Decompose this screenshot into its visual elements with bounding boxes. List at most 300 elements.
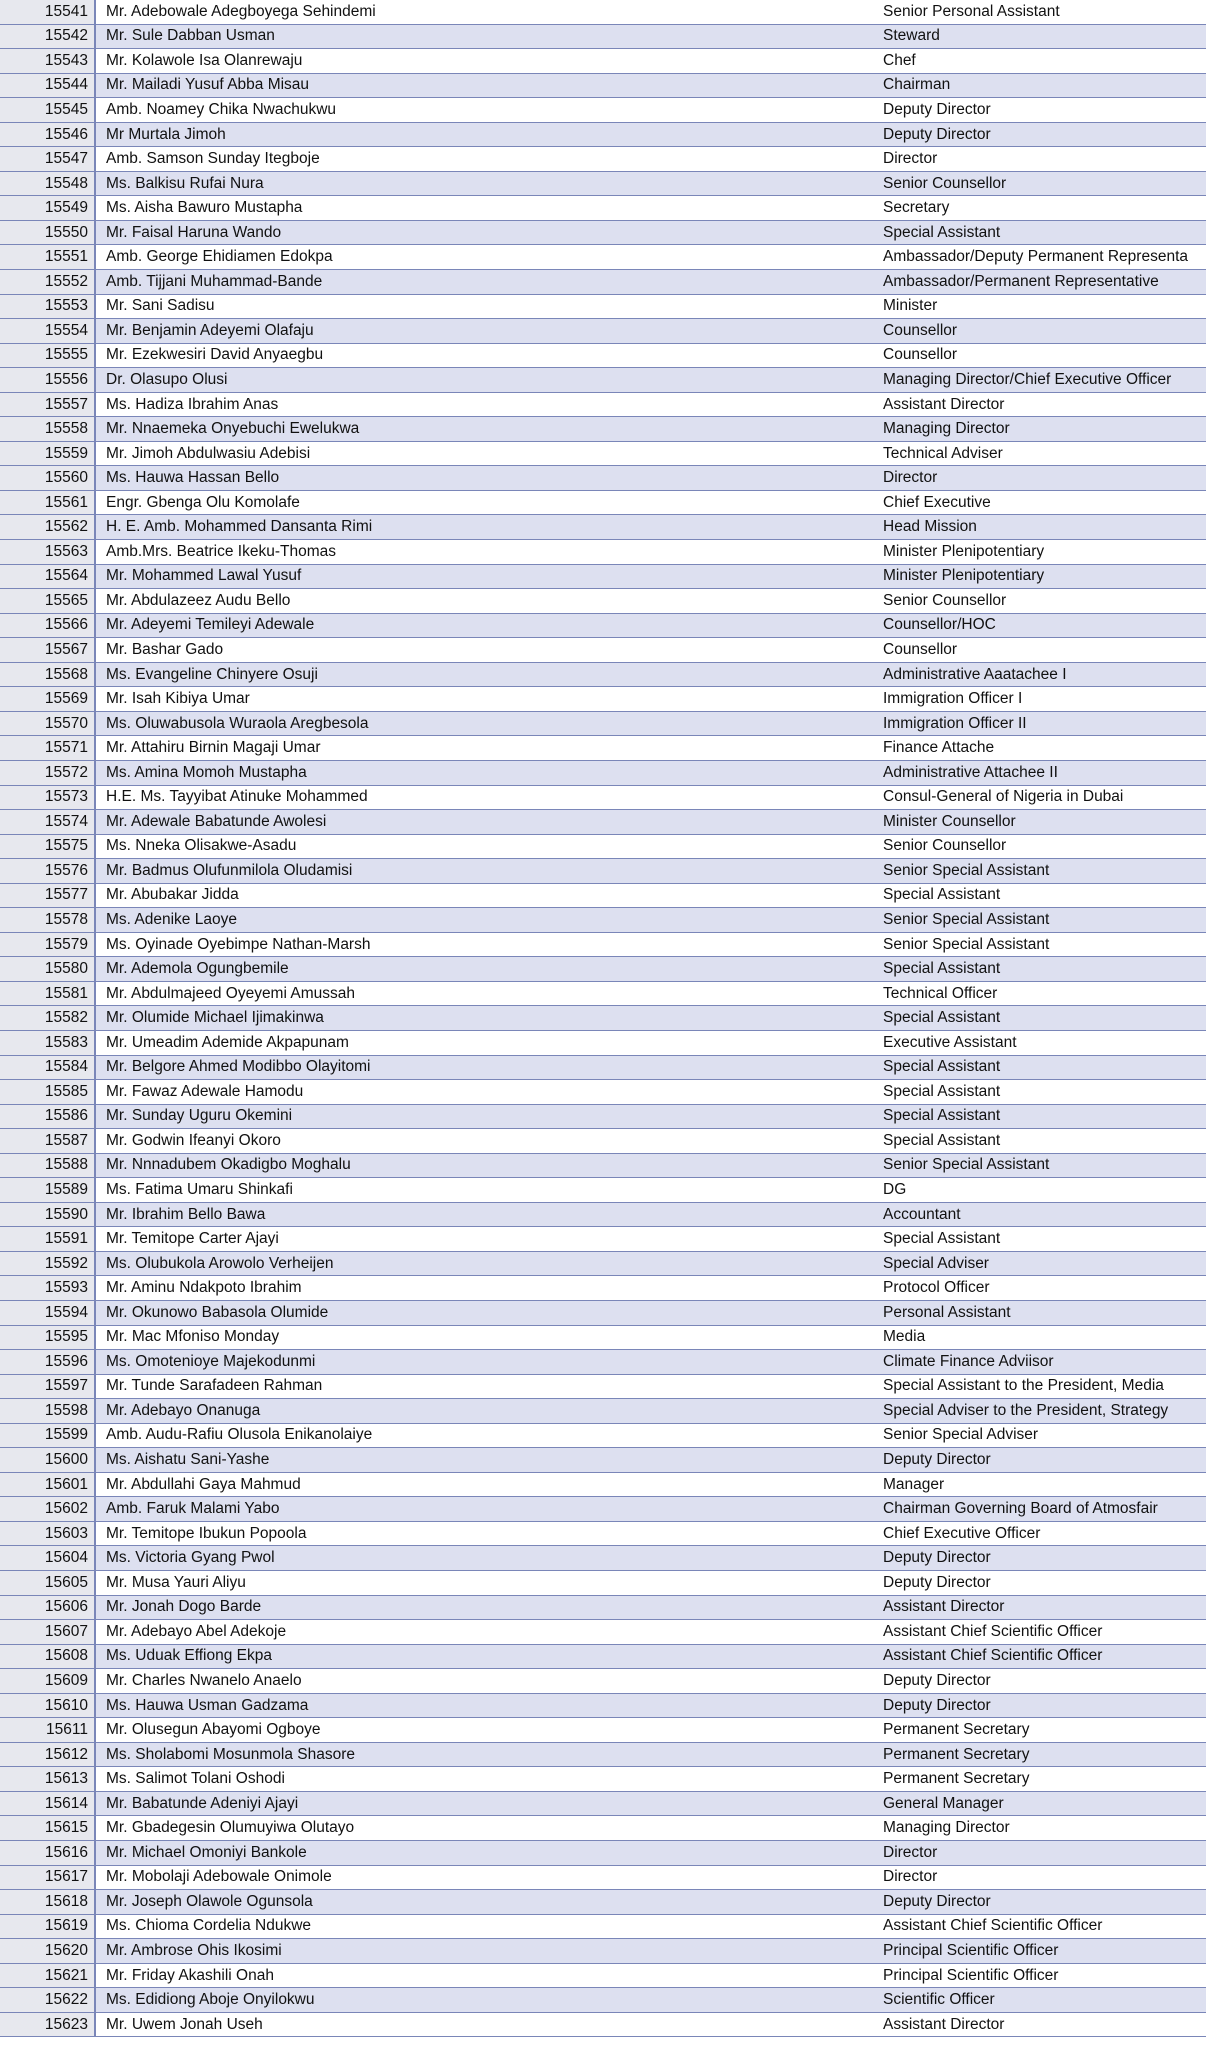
- name-cell[interactable]: Mr. Ezekwesiri David Anyaegbu: [106, 346, 324, 364]
- row-number-cell[interactable]: 15621: [0, 1964, 96, 1988]
- name-cell[interactable]: Mr. Babatunde Adeniyi Ajayi: [106, 1794, 299, 1812]
- row-number-cell[interactable]: 15622: [0, 1988, 96, 2012]
- table-row[interactable]: [0, 614, 1206, 639]
- name-cell[interactable]: Mr. Sule Dabban Usman: [106, 27, 275, 45]
- table-row[interactable]: [0, 1424, 1206, 1449]
- table-row[interactable]: [0, 1497, 1206, 1522]
- row-number-cell[interactable]: 15613: [0, 1767, 96, 1791]
- table-row[interactable]: [0, 1129, 1206, 1154]
- table-row[interactable]: [0, 1988, 1206, 2013]
- name-cell[interactable]: Mr. Ibrahim Bello Bawa: [106, 1205, 266, 1223]
- name-cell[interactable]: Mr. Michael Omoniyi Bankole: [106, 1843, 307, 1861]
- table-row[interactable]: [0, 1473, 1206, 1498]
- row-number-cell[interactable]: 15578: [0, 908, 96, 932]
- name-cell[interactable]: Mr. Sani Sadisu: [106, 297, 215, 315]
- title-cell[interactable]: Assistant Director: [883, 395, 1005, 413]
- name-cell[interactable]: Mr. Mailadi Yusuf Abba Misau: [106, 76, 310, 94]
- title-cell[interactable]: Counsellor: [883, 321, 958, 339]
- table-row[interactable]: [0, 1939, 1206, 1964]
- row-number-cell[interactable]: 15619: [0, 1915, 96, 1939]
- name-cell[interactable]: Mr. Uwem Jonah Useh: [106, 2015, 263, 2033]
- table-row[interactable]: [0, 295, 1206, 320]
- table-row[interactable]: [0, 1546, 1206, 1571]
- title-cell[interactable]: Technical Adviser: [883, 444, 1003, 462]
- row-number-cell[interactable]: 15570: [0, 712, 96, 736]
- table-row[interactable]: [0, 957, 1206, 982]
- title-cell[interactable]: Special Assistant to the President, Media: [883, 1377, 1164, 1395]
- title-cell[interactable]: Executive Assistant: [883, 1033, 1017, 1051]
- table-row[interactable]: [0, 589, 1206, 614]
- title-cell[interactable]: Minister: [883, 297, 938, 315]
- title-cell[interactable]: Special Assistant: [883, 1230, 1001, 1248]
- name-cell[interactable]: Ms. Balkisu Rufai Nura: [106, 174, 264, 192]
- title-cell[interactable]: Head Mission: [883, 518, 977, 536]
- row-number-cell[interactable]: 15583: [0, 1031, 96, 1055]
- row-number-cell[interactable]: 15582: [0, 1006, 96, 1030]
- title-cell[interactable]: Senior Special Assistant: [883, 1156, 1050, 1174]
- table-row[interactable]: [0, 1964, 1206, 1989]
- title-cell[interactable]: Minister Plenipotentiary: [883, 542, 1045, 560]
- row-number-cell[interactable]: 15587: [0, 1129, 96, 1153]
- table-row[interactable]: [0, 565, 1206, 590]
- row-number-cell[interactable]: 15610: [0, 1694, 96, 1718]
- table-row[interactable]: [0, 1767, 1206, 1792]
- name-cell[interactable]: Ms. Olubukola Arowolo Verheijen: [106, 1254, 334, 1272]
- name-cell[interactable]: Ms. Uduak Effiong Ekpa: [106, 1647, 272, 1665]
- name-cell[interactable]: Ms. Edidiong Aboje Onyilokwu: [106, 1991, 315, 2009]
- row-number-cell[interactable]: 15604: [0, 1546, 96, 1570]
- name-cell[interactable]: Ms. Chioma Cordelia Ndukwe: [106, 1917, 312, 1935]
- name-cell[interactable]: Amb. Faruk Malami Yabo: [106, 1500, 280, 1518]
- title-cell[interactable]: Deputy Director: [883, 100, 991, 118]
- table-row[interactable]: [0, 74, 1206, 99]
- table-row[interactable]: [0, 515, 1206, 540]
- row-number-cell[interactable]: 15592: [0, 1252, 96, 1276]
- row-number-cell[interactable]: 15591: [0, 1227, 96, 1251]
- name-cell[interactable]: Mr. Faisal Haruna Wando: [106, 223, 282, 241]
- row-number-cell[interactable]: 15586: [0, 1105, 96, 1129]
- table-row[interactable]: [0, 1399, 1206, 1424]
- name-cell[interactable]: Mr. Benjamin Adeyemi Olafaju: [106, 321, 314, 339]
- name-cell[interactable]: Ms. Victoria Gyang Pwol: [106, 1549, 275, 1567]
- row-number-cell[interactable]: 15541: [0, 0, 96, 24]
- title-cell[interactable]: Senior Counsellor: [883, 591, 1007, 609]
- title-cell[interactable]: Director: [883, 1868, 938, 1886]
- title-cell[interactable]: Minister Counsellor: [883, 812, 1016, 830]
- name-cell[interactable]: Amb. Noamey Chika Nwachukwu: [106, 100, 337, 118]
- row-number-cell[interactable]: 15615: [0, 1816, 96, 1840]
- name-cell[interactable]: Mr. Attahiru Birnin Magaji Umar: [106, 739, 321, 757]
- title-cell[interactable]: Special Assistant: [883, 1131, 1001, 1149]
- name-cell[interactable]: Mr. Adebayo Onanuga: [106, 1401, 261, 1419]
- table-row[interactable]: [0, 859, 1206, 884]
- name-cell[interactable]: Mr. Kolawole Isa Olanrewaju: [106, 51, 303, 69]
- table-row[interactable]: [0, 196, 1206, 221]
- title-cell[interactable]: Deputy Director: [883, 1573, 991, 1591]
- row-number-cell[interactable]: 15599: [0, 1424, 96, 1448]
- name-cell[interactable]: Mr. Ambrose Ohis Ikosimi: [106, 1941, 282, 1959]
- table-row[interactable]: [0, 638, 1206, 663]
- row-number-cell[interactable]: 15612: [0, 1743, 96, 1767]
- title-cell[interactable]: Chef: [883, 51, 916, 69]
- name-cell[interactable]: H.E. Ms. Tayyibat Atinuke Mohammed: [106, 788, 368, 806]
- row-number-cell[interactable]: 15562: [0, 515, 96, 539]
- table-row[interactable]: [0, 368, 1206, 393]
- row-number-cell[interactable]: 15576: [0, 859, 96, 883]
- table-row[interactable]: [0, 1056, 1206, 1081]
- row-number-cell[interactable]: 15611: [0, 1718, 96, 1742]
- row-number-cell[interactable]: 15555: [0, 344, 96, 368]
- title-cell[interactable]: General Manager: [883, 1794, 1004, 1812]
- table-row[interactable]: [0, 835, 1206, 860]
- name-cell[interactable]: Mr. Adewale Babatunde Awolesi: [106, 812, 327, 830]
- title-cell[interactable]: Accountant: [883, 1205, 961, 1223]
- row-number-cell[interactable]: 15606: [0, 1596, 96, 1620]
- row-number-cell[interactable]: 15602: [0, 1497, 96, 1521]
- table-row[interactable]: [0, 663, 1206, 688]
- title-cell[interactable]: Special Assistant: [883, 886, 1001, 904]
- table-row[interactable]: [0, 1669, 1206, 1694]
- name-cell[interactable]: Mr. Temitope Carter Ajayi: [106, 1230, 279, 1248]
- title-cell[interactable]: Administrative Aaatachee I: [883, 665, 1067, 683]
- table-row[interactable]: [0, 1743, 1206, 1768]
- row-number-cell[interactable]: 15554: [0, 319, 96, 343]
- name-cell[interactable]: Mr. Abdulmajeed Oyeyemi Amussah: [106, 984, 355, 1002]
- table-row[interactable]: [0, 344, 1206, 369]
- title-cell[interactable]: Director: [883, 469, 938, 487]
- title-cell[interactable]: Special Adviser: [883, 1254, 989, 1272]
- title-cell[interactable]: Counsellor: [883, 346, 958, 364]
- table-row[interactable]: [0, 393, 1206, 418]
- table-row[interactable]: [0, 0, 1206, 25]
- title-cell[interactable]: Chief Executive: [883, 493, 991, 511]
- title-cell[interactable]: Senior Special Assistant: [883, 911, 1050, 928]
- table-row[interactable]: [0, 172, 1206, 197]
- row-number-cell[interactable]: 15597: [0, 1375, 96, 1399]
- title-cell[interactable]: Deputy Director: [883, 1671, 991, 1689]
- table-row[interactable]: [0, 1620, 1206, 1645]
- table-row[interactable]: [0, 417, 1206, 442]
- table-row[interactable]: [0, 1326, 1206, 1351]
- title-cell[interactable]: Senior Special Assistant: [883, 935, 1050, 953]
- title-cell[interactable]: Secretary: [883, 199, 950, 217]
- table-row[interactable]: [0, 1522, 1206, 1547]
- row-number-cell[interactable]: 15617: [0, 1866, 96, 1890]
- name-cell[interactable]: Ms. Hadiza Ibrahim Anas: [106, 395, 279, 413]
- title-cell[interactable]: Ambassador/Permanent Representative: [883, 272, 1159, 290]
- row-number-cell[interactable]: 15609: [0, 1669, 96, 1693]
- name-cell[interactable]: Mr. Bashar Gado: [106, 640, 224, 658]
- title-cell[interactable]: Protocol Officer: [883, 1279, 990, 1297]
- table-row[interactable]: [0, 810, 1206, 835]
- name-cell[interactable]: Mr. Olusegun Abayomi Ogboye: [106, 1721, 321, 1739]
- title-cell[interactable]: Immigration Officer I: [883, 690, 1023, 708]
- name-cell[interactable]: Ms. Hauwa Usman Gadzama: [106, 1696, 309, 1714]
- name-cell[interactable]: Ms. Adenike Laoye: [106, 911, 237, 928]
- name-cell[interactable]: Mr. Jonah Dogo Barde: [106, 1598, 262, 1616]
- row-number-cell[interactable]: 15548: [0, 172, 96, 196]
- name-cell[interactable]: Mr. Mac Mfoniso Monday: [106, 1328, 280, 1346]
- table-row[interactable]: [0, 1718, 1206, 1743]
- name-cell[interactable]: Mr. Adebayo Abel Adekoje: [106, 1622, 287, 1640]
- row-number-cell[interactable]: 15552: [0, 270, 96, 294]
- name-cell[interactable]: Mr. Mobolaji Adebowale Onimole: [106, 1868, 332, 1886]
- title-cell[interactable]: Assistant Chief Scientific Officer: [883, 1622, 1103, 1640]
- row-number-cell[interactable]: 15549: [0, 196, 96, 220]
- table-row[interactable]: [0, 98, 1206, 123]
- name-cell[interactable]: Ms. Oluwabusola Wuraola Aregbesola: [106, 714, 369, 732]
- row-number-cell[interactable]: 15561: [0, 491, 96, 515]
- row-number-cell[interactable]: 15595: [0, 1326, 96, 1350]
- name-cell[interactable]: Mr. Belgore Ahmed Modibbo Olayitomi: [106, 1058, 371, 1076]
- name-cell[interactable]: Mr. Abubakar Jidda: [106, 886, 239, 904]
- table-row[interactable]: [0, 442, 1206, 467]
- row-number-cell[interactable]: 15607: [0, 1620, 96, 1644]
- row-number-cell[interactable]: 15588: [0, 1154, 96, 1178]
- row-number-cell[interactable]: 15577: [0, 884, 96, 908]
- row-number-cell[interactable]: 15585: [0, 1080, 96, 1104]
- name-cell[interactable]: Mr. Nnaemeka Onyebuchi Ewelukwa: [106, 420, 360, 438]
- table-row[interactable]: [0, 221, 1206, 246]
- row-number-cell[interactable]: 15608: [0, 1645, 96, 1669]
- table-row[interactable]: [0, 319, 1206, 344]
- name-cell[interactable]: Engr. Gbenga Olu Komolafe: [106, 493, 300, 511]
- name-cell[interactable]: Mr. Mohammed Lawal Yusuf: [106, 567, 302, 585]
- title-cell[interactable]: DG: [883, 1181, 907, 1199]
- table-row[interactable]: [0, 1350, 1206, 1375]
- row-number-cell[interactable]: 15581: [0, 982, 96, 1006]
- name-cell[interactable]: Mr. Nnnadubem Okadigbo Moghalu: [106, 1156, 351, 1174]
- table-row[interactable]: [0, 884, 1206, 909]
- row-number-cell[interactable]: 15546: [0, 123, 96, 147]
- title-cell[interactable]: Deputy Director: [883, 1696, 991, 1714]
- name-cell[interactable]: Amb. George Ehidiamen Edokpa: [106, 248, 333, 266]
- name-cell[interactable]: Ms. Aisha Bawuro Mustapha: [106, 199, 303, 217]
- row-number-cell[interactable]: 15589: [0, 1178, 96, 1202]
- title-cell[interactable]: Special Assistant: [883, 960, 1001, 978]
- name-cell[interactable]: Mr Murtala Jimoh: [106, 125, 226, 143]
- row-number-cell[interactable]: 15594: [0, 1301, 96, 1325]
- table-row[interactable]: [0, 1080, 1206, 1105]
- row-number-cell[interactable]: 15620: [0, 1939, 96, 1963]
- row-number-cell[interactable]: 15590: [0, 1203, 96, 1227]
- table-row[interactable]: [0, 1375, 1206, 1400]
- title-cell[interactable]: Managing Director/Chief Executive Officer: [883, 370, 1172, 388]
- name-cell[interactable]: Mr. Friday Akashili Onah: [106, 1966, 274, 1984]
- row-number-cell[interactable]: 15571: [0, 736, 96, 760]
- table-row[interactable]: [0, 736, 1206, 761]
- title-cell[interactable]: Climate Finance Adviisor: [883, 1352, 1054, 1370]
- row-number-cell[interactable]: 15542: [0, 25, 96, 49]
- title-cell[interactable]: Permanent Secretary: [883, 1745, 1030, 1763]
- name-cell[interactable]: Ms. Salimot Tolani Oshodi: [106, 1770, 285, 1788]
- title-cell[interactable]: Ambassador/Deputy Permanent Representa: [883, 248, 1188, 266]
- name-cell[interactable]: Ms. Sholabomi Mosunmola Shasore: [106, 1745, 355, 1763]
- name-cell[interactable]: Ms. Aishatu Sani-Yashe: [106, 1451, 270, 1469]
- table-row[interactable]: [0, 1105, 1206, 1130]
- table-row[interactable]: [0, 25, 1206, 50]
- title-cell[interactable]: Assistant Chief Scientific Officer: [883, 1647, 1103, 1665]
- name-cell[interactable]: Mr. Charles Nwanelo Anaelo: [106, 1671, 302, 1689]
- row-number-cell[interactable]: 15601: [0, 1473, 96, 1497]
- table-row[interactable]: [0, 1301, 1206, 1326]
- title-cell[interactable]: Principal Scientific Officer: [883, 1941, 1059, 1959]
- title-cell[interactable]: Principal Scientific Officer: [883, 1966, 1059, 1984]
- title-cell[interactable]: Managing Director: [883, 420, 1010, 438]
- row-number-cell[interactable]: 15567: [0, 638, 96, 662]
- row-number-cell[interactable]: 15564: [0, 565, 96, 589]
- table-row[interactable]: [0, 1890, 1206, 1915]
- name-cell[interactable]: Mr. Adebowale Adegboyega Sehindemi: [106, 2, 376, 20]
- title-cell[interactable]: Senior Counsellor: [883, 837, 1007, 855]
- table-row[interactable]: [0, 49, 1206, 74]
- row-number-cell[interactable]: 15558: [0, 417, 96, 441]
- row-number-cell[interactable]: 15614: [0, 1792, 96, 1816]
- title-cell[interactable]: Special Adviser to the President, Strategy: [883, 1401, 1169, 1419]
- table-row[interactable]: [0, 1571, 1206, 1596]
- row-number-cell[interactable]: 15584: [0, 1056, 96, 1080]
- row-number-cell[interactable]: 15603: [0, 1522, 96, 1546]
- table-row[interactable]: [0, 786, 1206, 811]
- row-number-cell[interactable]: 15559: [0, 442, 96, 466]
- row-number-cell[interactable]: 15544: [0, 74, 96, 98]
- title-cell[interactable]: Scientific Officer: [883, 1991, 995, 2009]
- name-cell[interactable]: Ms. Omotenioye Majekodunmi: [106, 1352, 316, 1370]
- row-number-cell[interactable]: 15596: [0, 1350, 96, 1374]
- name-cell[interactable]: Ms. Evangeline Chinyere Osuji: [106, 665, 318, 683]
- name-cell[interactable]: Amb. Samson Sunday Itegboje: [106, 150, 320, 168]
- name-cell[interactable]: Amb.Mrs. Beatrice Ikeku-Thomas: [106, 542, 336, 560]
- table-row[interactable]: [0, 540, 1206, 565]
- title-cell[interactable]: Deputy Director: [883, 125, 991, 143]
- title-cell[interactable]: Finance Attache: [883, 739, 995, 757]
- row-number-cell[interactable]: 15580: [0, 957, 96, 981]
- table-row[interactable]: [0, 123, 1206, 148]
- table-row[interactable]: [0, 270, 1206, 295]
- title-cell[interactable]: Director: [883, 150, 938, 168]
- table-row[interactable]: [0, 1448, 1206, 1473]
- row-number-cell[interactable]: 15545: [0, 98, 96, 122]
- table-row[interactable]: [0, 1203, 1206, 1228]
- title-cell[interactable]: Deputy Director: [883, 1892, 991, 1910]
- row-number-cell[interactable]: 15598: [0, 1399, 96, 1423]
- title-cell[interactable]: Counsellor/HOC: [883, 616, 996, 634]
- name-cell[interactable]: Mr. Aminu Ndakpoto Ibrahim: [106, 1279, 302, 1297]
- table-row[interactable]: [0, 712, 1206, 737]
- title-cell[interactable]: Deputy Director: [883, 1549, 991, 1567]
- title-cell[interactable]: Assistant Director: [883, 2015, 1005, 2033]
- name-cell[interactable]: Amb. Tijjani Muhammad-Bande: [106, 272, 323, 290]
- title-cell[interactable]: Special Assistant: [883, 1058, 1001, 1076]
- table-row[interactable]: [0, 491, 1206, 516]
- row-number-cell[interactable]: 15573: [0, 786, 96, 810]
- name-cell[interactable]: Mr. Ademola Ogungbemile: [106, 960, 289, 978]
- title-cell[interactable]: Deputy Director: [883, 1451, 991, 1469]
- name-cell[interactable]: Ms. Amina Momoh Mustapha: [106, 763, 307, 781]
- title-cell[interactable]: Special Assistant: [883, 1082, 1001, 1100]
- name-cell[interactable]: Mr. Adeyemi Temileyi Adewale: [106, 616, 315, 634]
- name-cell[interactable]: Mr. Tunde Sarafadeen Rahman: [106, 1377, 323, 1395]
- row-number-cell[interactable]: 15543: [0, 49, 96, 73]
- name-cell[interactable]: Ms. Fatima Umaru Shinkafi: [106, 1181, 293, 1199]
- table-row[interactable]: [0, 1915, 1206, 1940]
- row-number-cell[interactable]: 15547: [0, 147, 96, 171]
- name-cell[interactable]: Mr. Abdulazeez Audu Bello: [106, 591, 291, 609]
- title-cell[interactable]: Minister Plenipotentiary: [883, 567, 1045, 585]
- row-number-cell[interactable]: 15560: [0, 466, 96, 490]
- title-cell[interactable]: Administrative Attachee II: [883, 763, 1058, 781]
- title-cell[interactable]: Special Assistant: [883, 223, 1001, 241]
- name-cell[interactable]: Mr. Badmus Olufunmilola Oludamisi: [106, 861, 353, 879]
- row-number-cell[interactable]: 15575: [0, 835, 96, 859]
- row-number-cell[interactable]: 15566: [0, 614, 96, 638]
- table-row[interactable]: [0, 1006, 1206, 1031]
- table-row[interactable]: [0, 1031, 1206, 1056]
- row-number-cell[interactable]: 15623: [0, 2013, 96, 2037]
- name-cell[interactable]: Amb. Audu-Rafiu Olusola Enikanolaiye: [106, 1426, 373, 1444]
- row-number-cell[interactable]: 15569: [0, 687, 96, 711]
- title-cell[interactable]: Managing Director: [883, 1819, 1010, 1837]
- row-number-cell[interactable]: 15600: [0, 1448, 96, 1472]
- table-row[interactable]: [0, 466, 1206, 491]
- table-row[interactable]: [0, 1694, 1206, 1719]
- name-cell[interactable]: Mr. Temitope Ibukun Popoola: [106, 1524, 307, 1542]
- title-cell[interactable]: Media: [883, 1328, 926, 1346]
- name-cell[interactable]: Mr. Isah Kibiya Umar: [106, 690, 250, 708]
- title-cell[interactable]: Senior Special Adviser: [883, 1426, 1039, 1444]
- row-number-cell[interactable]: 15556: [0, 368, 96, 392]
- name-cell[interactable]: Ms. Oyinade Oyebimpe Nathan-Marsh: [106, 935, 371, 953]
- table-row[interactable]: [0, 761, 1206, 786]
- title-cell[interactable]: Permanent Secretary: [883, 1721, 1030, 1739]
- title-cell[interactable]: Counsellor: [883, 640, 958, 658]
- table-row[interactable]: [0, 147, 1206, 172]
- table-row[interactable]: [0, 1841, 1206, 1866]
- title-cell[interactable]: Senior Personal Assistant: [883, 2, 1060, 20]
- table-row[interactable]: [0, 1227, 1206, 1252]
- name-cell[interactable]: Mr. Jimoh Abdulwasiu Adebisi: [106, 444, 311, 462]
- name-cell[interactable]: Dr. Olasupo Olusi: [106, 370, 228, 388]
- row-number-cell[interactable]: 15568: [0, 663, 96, 687]
- row-number-cell[interactable]: 15565: [0, 589, 96, 613]
- name-cell[interactable]: Mr. Godwin Ifeanyi Okoro: [106, 1131, 281, 1149]
- table-row[interactable]: [0, 1252, 1206, 1277]
- title-cell[interactable]: Chairman: [883, 76, 951, 94]
- table-row[interactable]: [0, 1816, 1206, 1841]
- title-cell[interactable]: Immigration Officer II: [883, 714, 1027, 732]
- row-number-cell[interactable]: 15593: [0, 1276, 96, 1300]
- row-number-cell[interactable]: 15550: [0, 221, 96, 245]
- name-cell[interactable]: Mr. Fawaz Adewale Hamodu: [106, 1082, 304, 1100]
- table-row[interactable]: [0, 908, 1206, 933]
- title-cell[interactable]: Personal Assistant: [883, 1303, 1011, 1321]
- table-row[interactable]: [0, 1154, 1206, 1179]
- name-cell[interactable]: Mr. Abdullahi Gaya Mahmud: [106, 1475, 301, 1493]
- table-row[interactable]: [0, 2013, 1206, 2038]
- title-cell[interactable]: Assistant Chief Scientific Officer: [883, 1917, 1103, 1935]
- row-number-cell[interactable]: 15579: [0, 933, 96, 957]
- table-row[interactable]: [0, 1596, 1206, 1621]
- title-cell[interactable]: Special Assistant: [883, 1107, 1001, 1125]
- table-row[interactable]: [0, 1645, 1206, 1670]
- name-cell[interactable]: Mr. Umeadim Ademide Akpapunam: [106, 1033, 349, 1051]
- table-row[interactable]: [0, 1792, 1206, 1817]
- table-row[interactable]: [0, 933, 1206, 958]
- table-row[interactable]: [0, 1178, 1206, 1203]
- name-cell[interactable]: Ms. Hauwa Hassan Bello: [106, 469, 280, 487]
- table-row[interactable]: [0, 1866, 1206, 1891]
- row-number-cell[interactable]: 15605: [0, 1571, 96, 1595]
